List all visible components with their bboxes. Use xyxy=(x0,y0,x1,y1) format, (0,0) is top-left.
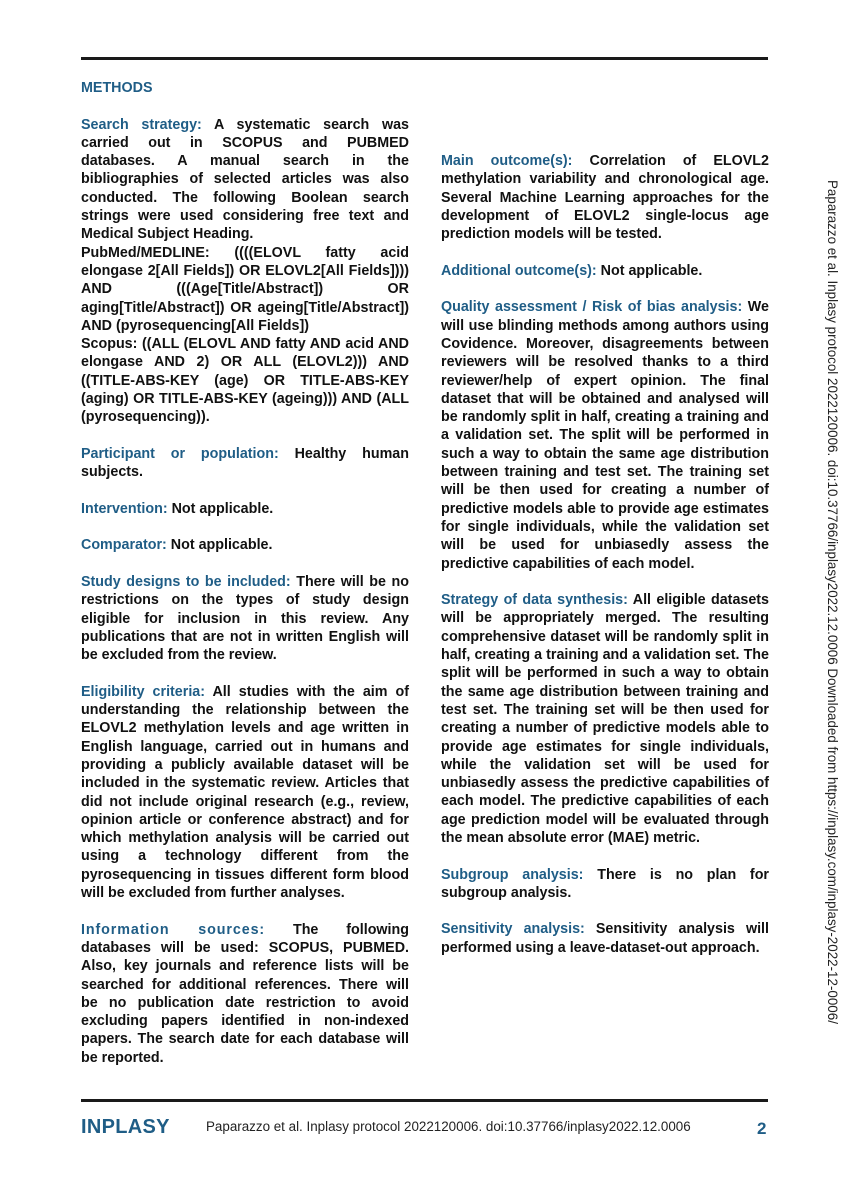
synthesis-section xyxy=(441,591,769,847)
study-designs-section xyxy=(81,573,409,664)
quality-section xyxy=(441,298,769,572)
eligibility-label: Eligibility criteria: xyxy=(81,683,205,700)
right-column xyxy=(441,79,769,975)
subgroup-text: There is no plan for subgroup analysis. xyxy=(441,866,769,901)
side-download-notice: Paparazzo et al. Inplasy protocol 2022120006. doi:10.37766/inplasy2022.12.0006 Downloaded from https://inplasy.com/inplasy-2022-12-0006/ xyxy=(825,180,840,1024)
quality-text: We will use blinding methods among authors using Covidence. Moreover, disagreements between reviewers will be resolved thanks to a third reviewer/help of expert opinion. The final dataset that will be obtained and analysed will be randomly split in half, creating a training and a validation set. The split will be performed in such a way to obtain the same age distribution between training and test set. The training set will be then used for creating a number of predictive models able to provide age estimates for single individuals, while the validation set will be used for unbiasedly assess the predictive capabilities of each model. xyxy=(441,299,769,572)
information-sources-section xyxy=(81,921,409,1067)
information-sources-text: The following databases will be used: SCOPUS, PUBMED. Also, key journals and reference lists will be searched for additional references. There will be no publication date restriction to avoid excluding papers identified in non-indexed papers. The search date for each database will be reported. xyxy=(81,921,409,1066)
additional-outcome-section xyxy=(441,262,769,280)
participant-label: Participant or population: xyxy=(81,445,279,462)
main-outcome-label: Main outcome(s): xyxy=(441,153,573,169)
main-outcome-section xyxy=(441,152,769,243)
synthesis-text: All eligible datasets will be appropriately merged. The resulting comprehensive dataset will be randomly split in half, creating a training and a validation set. The split will be performed in such a way to obtain the same age distribution between training and test set. The training set will be then used for creating a number of predictive models able to provide age estimates for single individuals, while the validation set will be used for unbiasedly assess the predictive capabilities of each model. The predictive capabilities of each age prediction model will be evaluated through the mean absolute error (MAE) metric. xyxy=(441,592,770,846)
main-outcome-text: Correlation of ELOVL2 methylation variability and chronological age. Several Machine Learning approaches for the development of ELOVL2 single-locus age prediction models will be tested. xyxy=(441,153,769,243)
sensitivity-text: Sensitivity analysis will performed using a leave-dataset-out approach. xyxy=(441,921,769,956)
additional-outcome-text: Not applicable. xyxy=(600,262,703,279)
study-designs-text: There will be no restrictions on the types of study design eligible for inclusion in this review. Any publications that are not in written English will be excluded from the review. xyxy=(81,574,409,664)
comparator-text: Not applicable. xyxy=(170,537,273,554)
inplasy-logo: INPLASY xyxy=(81,1116,170,1138)
pubmed-query: PubMed/MEDLINE: ((((ELOVL fatty acid elongase 2[All Fields]) OR ELOVL2[All Fields]))) AND (((Age[Title/Abstract]) OR aging[Title/Abstract]) OR ageing[Title/Abstract]) AND (pyrosequencing[All Fields]) xyxy=(81,244,409,334)
intervention-text: Not applicable. xyxy=(171,500,274,517)
footer-citation: Paparazzo et al. Inplasy protocol 2022120006. doi:10.37766/inplasy2022.12.0006 xyxy=(206,1119,691,1134)
search-strategy-text: A systematic search was carried out in SCOPUS and PUBMED databases. A manual search in the bibliographies of selected articles was also conducted. The following Boolean search strings were used considering free text and Medical Subject Heading. xyxy=(81,116,409,243)
subgroup-section xyxy=(441,866,769,903)
intervention-section xyxy=(81,500,409,518)
information-sources-label: Information sources: xyxy=(81,921,266,938)
synthesis-label: Strategy of data synthesis: xyxy=(441,592,628,609)
bottom-rule xyxy=(81,1099,768,1102)
subgroup-label: Subgroup analysis: xyxy=(441,866,584,883)
participant-text: Healthy human subjects. xyxy=(81,445,409,481)
sensitivity-section xyxy=(441,920,769,957)
search-strategy-label: Search strategy: xyxy=(81,116,202,133)
intervention-label: Intervention: xyxy=(81,500,168,517)
participant-section xyxy=(81,445,409,482)
sensitivity-label: Sensitivity analysis: xyxy=(441,921,585,938)
study-designs-label: Study designs to be included: xyxy=(81,574,291,591)
comparator-label: Comparator: xyxy=(81,537,167,554)
scopus-query: Scopus: ((ALL (ELOVL AND fatty AND acid AND elongase AND 2) OR ALL (ELOVL2))) AND ((TITLE-ABS-KEY (age) OR TITLE-ABS-KEY (aging) OR TITLE-ABS-KEY (ageing))) AND (ALL (pyrosequencing)). xyxy=(81,336,409,426)
quality-label: Quality assessment / Risk of bias analysis: xyxy=(441,299,743,316)
additional-outcome-label: Additional outcome(s): xyxy=(441,262,597,279)
page-number: 2 xyxy=(757,1119,767,1138)
methods-heading: METHODS xyxy=(81,80,153,96)
search-strategy-section xyxy=(81,116,409,427)
eligibility-section xyxy=(81,683,409,903)
comparator-section xyxy=(81,536,409,554)
eligibility-text: All studies with the aim of understanding the relationship between the ELOVL2 methylation levels and age written in English language, carried out in humans and providing a publicly available dataset will be included in the systematic review. Articles that did not include original research (e.g., review, opinion article or conference abstract) and for which methylation analysis will be carried out using a technology different from the pyrosequencing in tissues different form blood will be excluded from further analyses. xyxy=(81,683,409,902)
top-rule xyxy=(81,57,768,60)
left-column xyxy=(81,79,409,1067)
